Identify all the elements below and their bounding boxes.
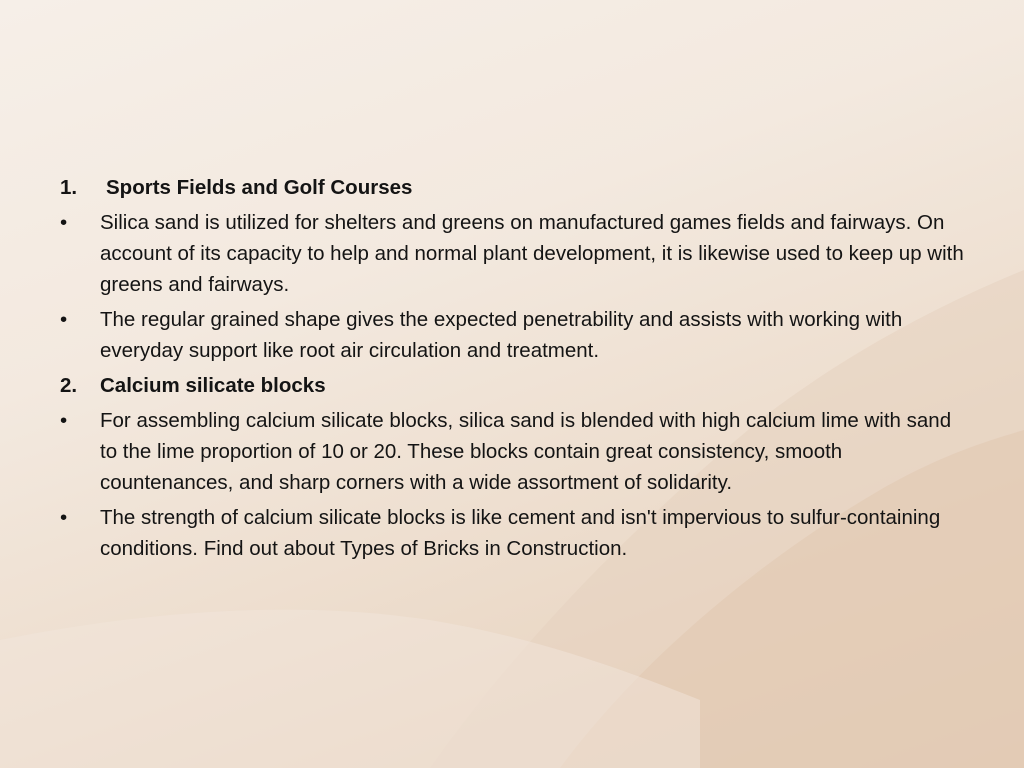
bullet-item: [60, 207, 965, 300]
bullet-text: For assembling calcium silicate blocks, silica sand is blended with high calcium lime with sand to the lime proportion of 10 or 20. These blocks contain great consistency, smooth countenances, and sharp corners with a wide assortment of solidarity.: [100, 409, 952, 494]
bullet-marker: •: [60, 211, 68, 234]
bullet-text: The strength of calcium silicate blocks is like cement and isn't impervious to sulfur-containing conditions. Find out about Types of Bricks in Construction.: [100, 506, 941, 560]
section-number: 2.: [60, 374, 78, 397]
slide-content: [60, 172, 965, 568]
section-title: Sports Fields and Golf Courses: [106, 176, 413, 199]
bullet-item: [60, 405, 965, 498]
bullet-marker: •: [60, 409, 68, 432]
bullet-item: [60, 304, 965, 366]
bullet-marker: •: [60, 506, 68, 529]
bullet-marker: •: [60, 308, 68, 331]
section-heading-calcium-silicate: [60, 370, 965, 401]
section-title: Calcium silicate blocks: [100, 374, 326, 397]
bullet-item: [60, 502, 965, 564]
section-number: 1.: [60, 176, 78, 199]
section-heading-sports-fields: [60, 172, 965, 203]
bullet-text: Silica sand is utilized for shelters and greens on manufactured games fields and fairways. On account of its capacity to help and normal plant development, it is likewise used to keep up with greens and fairways.: [100, 211, 964, 296]
bullet-text: The regular grained shape gives the expected penetrability and assists with working with everyday support like root air circulation and treatment.: [100, 308, 903, 362]
